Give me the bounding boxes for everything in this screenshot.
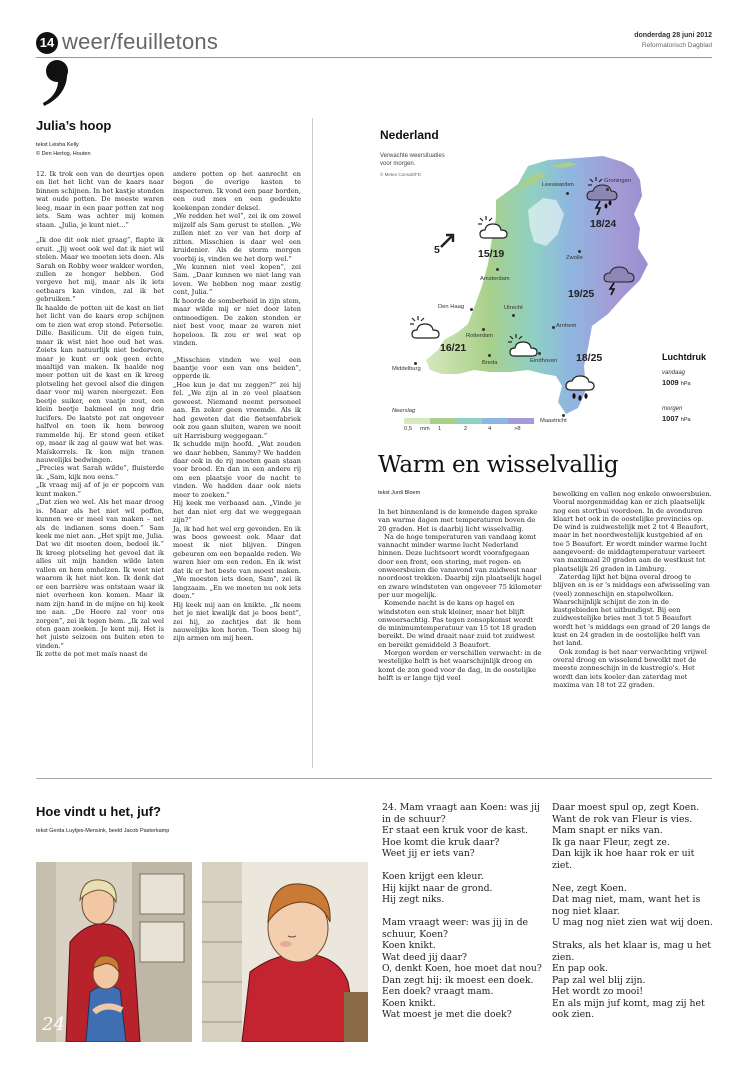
thunderstorm-icon — [602, 262, 636, 296]
city-dot — [578, 250, 581, 253]
paragraph: „Dat zien we wel. Als het maar droog is. Maar als het niet wil poffen, kunnen we er meel van maken – net als de indianen soms doen.” Sam keek me niet aan. „Het spijt me, Julia. Dat we dit moeten doen, bedoel ik.” Ik kreeg plotseling het gevoel dat ik alles uit mijn handen wilde laten vallen en hem omhelzen. Ik weet niet waarom ik het niet kon. Ik denk dat er een barrière was ontstaan waar ik niet overheen kon komen. Maar ik nam zijn hand in de mijne en hij keek me aan. „De Heere zal voor ons zorgen”, zei ik tegen hem. „Ik zal wel eten gaan zoeken. Je kent mij. Het is het juiste seizoen om buiten eten te vinden.” — [36, 498, 164, 650]
pressure-unit: hPa — [680, 381, 691, 387]
weather-subtitle: Verwachte weersituaties — [380, 153, 445, 159]
pressure-unit: hPa — [680, 417, 691, 423]
city-dot — [488, 354, 491, 357]
paragraph: Zaterdag lijkt het bijna overal droog te blijven en is er 's middags een afwisseling van (veel) zonneschijn en stapelwolken. Waarschijnlijk schijnt de zon in de kustgebieden het uitbundigst. Bij een zuidwestelijke bries met 3 tot 5 Beaufort wordt het 's middags een graad of 20 langs de kust en 24 graden in de oostelijke helft van het land. — [553, 572, 711, 648]
temp-label: 16/21 — [440, 342, 467, 354]
story2-column-2 — [552, 802, 714, 1032]
temp-label: 18/25 — [576, 352, 603, 364]
paragraph: 24. Mam vraagt aan Koen: was jij in de schuur? Er staat een kruk voor de kast. Hoe komt die kruk daar? Weet jij er iets van? — [382, 802, 540, 859]
legend-label: >8 — [514, 426, 521, 432]
paragraph: „Misschien vinden we wel een baantje voor een van ons beiden”, opperde ik. — [173, 355, 301, 381]
story1-byline: tekst Leisha Kelly — [36, 142, 79, 148]
paragraph: Ook zondag is het naar verwachting vrijwel overal droog en wisselend bewolkt met de meeste zonneschijn in de kustregio's. Het wordt dan iets koeler dan zaterdag met maxima van 18 tot 22 graden. — [553, 647, 707, 689]
story-illustration — [36, 862, 368, 1042]
paragraph: Koen krijgt een kleur. Hij kijkt naar de grond. Hij zegt niks. — [382, 871, 493, 905]
city-dot — [414, 362, 417, 365]
pressure-morning — [662, 414, 691, 423]
city-dot — [562, 414, 565, 417]
article-column-1 — [378, 508, 543, 682]
legend-title: Neerslag — [392, 408, 416, 414]
pressure-morning-value: 1007 — [662, 414, 679, 423]
column-divider — [312, 118, 313, 768]
city-label: Den Haag — [438, 304, 465, 310]
city-label: Zwolle — [566, 255, 583, 261]
section-title: weer/feuilletons — [62, 29, 219, 54]
paragraph: Morgen worden er verschillen verwacht: in de westelijke helft is het waarschijnlijk droog en komt de zon goed voor de dag, in de oostelijke helft is er lange tijd veel — [378, 649, 542, 682]
story2-title: Hoe vindt u het, juf? — [36, 804, 161, 819]
wind-arrow-icon — [438, 230, 458, 250]
paragraph: „Precies wat Sarah wilde”, fluisterde ik. „Sam, kijk nou eens.” — [36, 464, 164, 481]
legend-label: 2 — [464, 426, 468, 432]
city-label: Rotterdam — [466, 333, 494, 339]
section-divider — [36, 778, 712, 779]
illustration-drawing — [36, 862, 368, 1042]
paragraph: In het binnenland is de komende dagen sprake van warme dagen met temperaturen boven de 20 graden. Het is daarbij licht wisselvallig. — [378, 508, 538, 533]
pressure-title: Luchtdruk — [662, 352, 706, 362]
city-label: Groningen — [604, 178, 632, 184]
paragraph: „Ik doe dit ook niet graag”, flapte ik eruit. „Jij weet ook wel dat ik niet wil stelen. Maar we moeten iets doen. Als Sarah en Robby weer wakker worden, zullen ze honger hebben. God vergeve het mij, maar als ik iets eetbaars kan vinden, zal ik het gebruiken.” — [36, 236, 164, 304]
story1-column-1 — [36, 170, 164, 659]
legend-label: 4 — [488, 426, 492, 432]
city-dot — [512, 314, 515, 317]
weather-subtitle: voor morgen. — [380, 161, 416, 167]
page-number: 14 — [36, 32, 58, 54]
header-publication: Reformatorisch Dagblad — [641, 42, 712, 49]
story1-title: Julia’s hoop — [36, 118, 112, 133]
netherlands-map — [378, 118, 712, 438]
weather-title: Nederland — [380, 128, 439, 142]
paragraph: Mam vraagt weer: was jij in de schuur, Koen? Koen knikt. Wat deed jij daar? O, denkt Koen, hoe moet dat nou? Dan zegt hij: ik moest een doek. Een doek? vraagt mam. Koen knikt. Wat moest je met die doek? — [382, 917, 542, 1020]
paragraph: Nee, zegt Koen. Dat mag niet, mam, want het is nog niet klaar. U mag nog niet zien wat wij doen. — [552, 882, 713, 928]
paragraph: Straks, als het klaar is, mag u het zien. En pap ook. Pap zal wel blij zijn. Het wordt zo mooi! En als mijn juf komt, mag zij het ook zien. — [552, 940, 712, 1020]
city-dot — [606, 188, 609, 191]
story2-column-1 — [382, 802, 542, 1032]
feuilleton-comma-logo — [40, 58, 76, 108]
illustration-number: 24 — [42, 1014, 65, 1035]
weather-credit: © Meteo Consult/FD — [380, 172, 421, 177]
sun-cloud-icon — [476, 214, 510, 242]
story1-copyright: © Den Hertog, Houten — [36, 151, 91, 157]
city-label: Breda — [482, 360, 498, 366]
sun-cloud-icon — [506, 332, 540, 360]
temp-label: 18/24 — [590, 218, 617, 230]
pressure-today-label: vandaag — [662, 370, 686, 376]
article-byline: tekst Jurdi Bloem — [378, 490, 421, 496]
pressure-morning-label: morgen — [662, 406, 683, 412]
paragraph: Ja, ik had het wel erg gevonden. En ik was boos geweest ook. Maar dat moest ik niet blijven. Dingen gebeuren om een bepaalde reden. We waren hier om een reden. En ik wist dat ik er het beste van moest maken. „We moesten iets doen, Sam”, zei ik langzaam. „En we moeten nu ook iets doen.” — [173, 524, 301, 601]
city-dot — [538, 352, 541, 355]
paragraph: „We redden het wel”, zei ik om zowel mijzelf als Sam gerust te stellen. „We zullen niet zo ver van het dorp af zitten. Misschien is daar wel een kruidenier. Als de storm morgen voorbij is, vinden we het dorp wel.” — [173, 212, 301, 263]
rain-cloud-icon — [564, 374, 596, 404]
temp-label: 15/19 — [478, 248, 505, 260]
header-date: donderdag 28 juni 2012 — [634, 32, 712, 39]
paragraph: bewolking en vallen nog enkele onweersbuien. Vooral morgenmiddag kan er zich plaatselijk nog een stortbui voordoen. In de avonduren klaart het ook in de oostelijke provincies op. De wind is zuidwestelijk met 2 tot 4 Beaufort, maar in het noordwestelijk kustgebied af en toe 5 Beaufort. Er wordt minder warme lucht aangevoerd: de middagtemperatuur varieert van maximaal 20 graden aan de westkust tot plaatselijk 26 graden in Limburg. — [553, 490, 712, 573]
city-dot — [566, 192, 569, 195]
legend-label: 1 — [438, 426, 442, 432]
paragraph: Daar moest spul op, zegt Koen. Want de rok van Fleur is vies. Mam snapt er niks van. Ik ga naar Fleur, zegt ze. Dan kijk ik hoe haar rok er uit ziet. — [552, 802, 700, 871]
pressure-today — [662, 378, 691, 387]
pressure-today-value: 1009 — [662, 378, 679, 387]
article-title: Warm en wisselvallig — [378, 452, 619, 478]
legend-label: 0,5 — [404, 426, 413, 432]
city-label: Arnhem — [556, 323, 577, 329]
legend-label: mm — [420, 426, 430, 432]
wind-force: 5 — [434, 244, 440, 256]
city-label: Leeuwarden — [542, 182, 574, 188]
paragraph: Komende nacht is de kans op hagel en windstoten een stuk kleiner, maar het blijft onweersachtig. Pas tegen zonsopkomst wordt de minimumtemperatuur van 15 tot 18 graden bereikt. De wind draait naar zuid tot zuidwest en bereikt gemiddeld 3 Beaufort. — [378, 599, 537, 649]
paragraph: Ik haalde de potten uit de kast en liet het licht van de kaars erop schijnen om te zien wat erop stond. Peterselie. Dille. Basilicum. Uit de eigen tuin, maar ik wist niet hoe oud het was. Zoiets kan natuurlijk niet bederven, maar je kunt er ook geen echte maaltijd van maken. Ik haalde nog meer potten uit de kast en ik kreeg plotseling het gevoel alsof die dingen daar voor mij waren neergezet. Een beetje suiker, een vaatje zout, een klein beetje bakmeel en nog drie lucifers. De laatste pot zat ongeveer halfvol en toen ik hem bewoog rammelde hij. Er stond geen etiket op, maar ik zag al gauw wat het was. Maïskorrels. Ik kon mijn tranen nauwelijks bedwingen. — [36, 303, 164, 464]
city-label: Eindhoven — [530, 358, 558, 364]
article-column-2 — [553, 490, 713, 689]
story1-column-2 — [173, 170, 301, 643]
city-label: Utrecht — [504, 305, 523, 311]
city-dot — [552, 326, 555, 329]
paragraph: Ik hoorde de somberheid in zijn stem, maar wilde mij er niet door laten ontmoedigen. De zaken stonden er niet best voor, maar ze waren niet hopeloos. Ik zou er wel wat op vinden. — [173, 296, 301, 348]
header-rule — [36, 57, 712, 58]
weather-map — [378, 118, 712, 438]
page-header — [36, 29, 712, 54]
story2-byline: tekst Gerda Luytjes-Mensink, beeld Jacob Pasterkamp — [36, 828, 170, 834]
paragraph: Ik schudde mijn hoofd. „Wat zouden we daar hebben, Sammy? We hadden daar ook in de rij moeten gaan staan voor brood. En dan in een andere rij om een plaatsje voor de nacht te vinden. We hadden daar ook niets meer te zoeken.” — [173, 440, 301, 499]
city-label: Middelburg — [392, 366, 421, 372]
city-dot — [470, 308, 473, 311]
city-label: Maastricht — [540, 418, 567, 424]
paragraph: Na de hoge temperaturen van vandaag komt vannacht minder warme lucht Nederland binnen. Deze luchtsoort wordt voorafgegaan door een front, een storing, met regen- en onweersbuien die vanavond van zuidwest naar noordoost trekken. Daarbij zijn plaatselijk hagel en zware windstoten van ongeveer 75 kilometer per uur mogelijk. — [378, 532, 542, 599]
paragraph: Ik zette de pot met maïs naast de — [36, 650, 148, 659]
paragraph: andere potten op het aanrecht en begon de overige kasten te inspecteren. Ik vond een paar borden, een oud mes en een gedeukte koekenpan zonder deksel. — [173, 170, 301, 212]
sun-cloud-icon — [408, 314, 442, 342]
paragraph: Hij keek me verbaasd aan. „Vinde je het dan niet erg dat we weggegaan zijn?” — [173, 499, 301, 525]
temp-label: 19/25 — [568, 288, 595, 300]
city-dot — [482, 328, 485, 331]
paragraph: „Ik vraag mij af of je er popcorn van kunt maken.” — [36, 481, 164, 498]
paragraph: „Hoe kun je dat nu zeggen?” zei hij fel. „We zijn al in zo veel plaatsen geweest. Niemand neemt personeel aan. En zeker geen vreemde. Als ik had geweten dat die fietsenfabriek ook zou gaan sluiten, waren we nooit uit Harrisburg weggegaan.” — [173, 380, 301, 440]
paragraph: Hij keek mij aan en knikte. „Ik neem het je niet kwalijk dat je boos bent”, zei hij, zo zachtjes dat ik hem nauwelijks kon horen. Toen sloeg hij zijn armen om mij heen. — [173, 600, 301, 643]
city-dot — [496, 268, 499, 271]
city-label: Amsterdam — [480, 276, 510, 282]
paragraph: „We kunnen niet veel kopen”, zei Sam. „Daar kunnen we niet lang van leven. We hebben nog maar zestig cent, Julia.” — [173, 262, 301, 297]
paragraph: 12. Ik trok een van de deurtjes open en liet het licht van de kaars naar binnen schijnen. In het kastje stonden wat oude potten. De meeste waren leeg, maar in een paar potten zat nog iets. Sam was achter mij komen staan. „Julia, je kunt niet...” — [36, 170, 164, 229]
